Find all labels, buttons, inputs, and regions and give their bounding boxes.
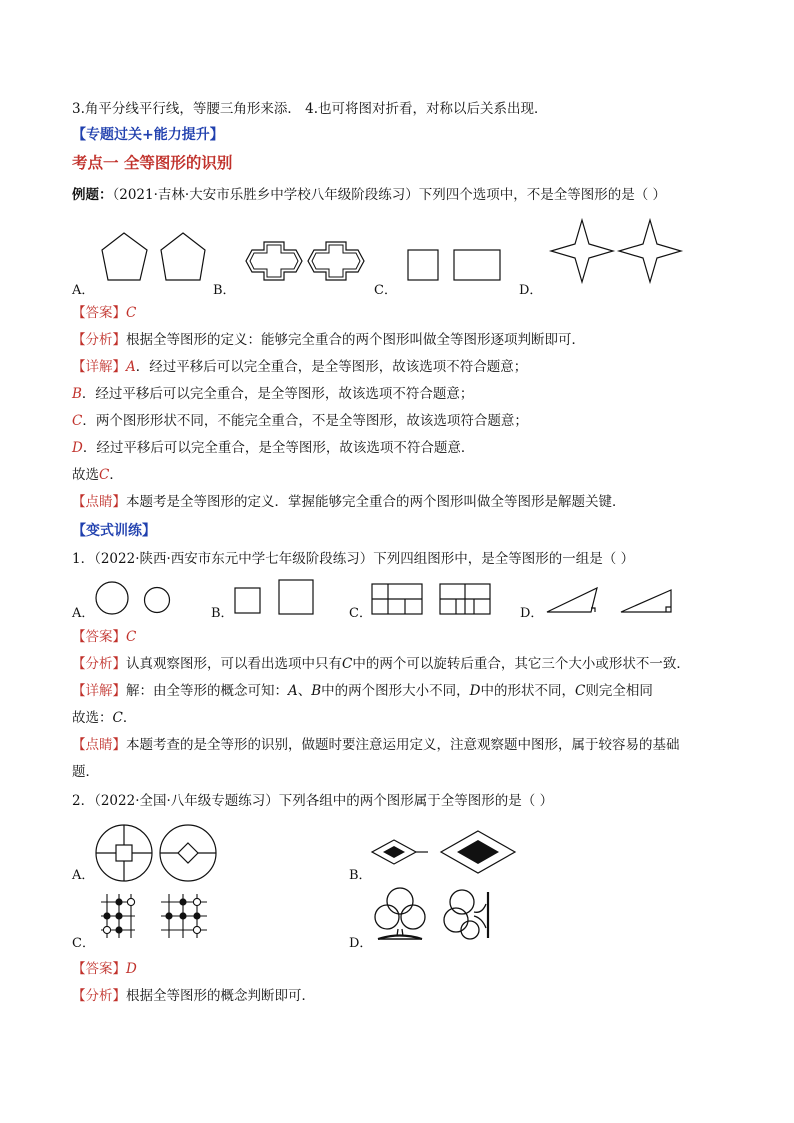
q1-option-b-figure [233, 578, 319, 616]
example-question-text: （2021·吉林·大安市乐胜乡中学校八年级阶段练习）下列四个选项中，不是全等图形的是（ ） [112, 187, 666, 203]
q1-choose-letter: C [112, 710, 123, 726]
example-detail-text-d: ．经过平移后可以完全重合，是全等图形，故该选项不符合题意． [82, 440, 475, 456]
topic-title: 考点一 全等图形的识别 [72, 154, 233, 172]
q2-answer-tag: 【答案】 [72, 961, 126, 977]
q1-analysis-tag: 【分析】 [72, 656, 126, 672]
q1-comment-line1: 本题考查的是全等形的识别，做题时要注意运用定义，注意观察题中图形，属于较容易的基础 [126, 737, 680, 753]
variant-header: 【变式训练】 [72, 523, 156, 539]
intro-line: 3.角平分线平行线，等腰三角形来添． 4.也可将图对折看，对称以后关系出现． [72, 101, 548, 117]
example-detail-line-c [72, 412, 754, 430]
q1-option-d-label: D． [520, 606, 544, 621]
example-detail-letter-d: D [72, 440, 83, 456]
q1-option-c-figure [370, 582, 494, 616]
example-choose-letter: C [99, 467, 110, 483]
q2-option-a-figure [93, 822, 223, 884]
q1-comment-tag: 【点睛】 [72, 737, 126, 753]
example-choose-line [72, 466, 754, 484]
example-detail-letter-a: A [126, 359, 136, 375]
example-detail-letter-b: B [72, 386, 82, 402]
q1-detail-mid: 中的两个图形大小不同， [321, 683, 470, 699]
q1-detail-c: C [575, 683, 586, 699]
example-analysis-text: 根据全等图形的定义：能够完全重合的两个图形叫做全等图形逐项判断即可． [126, 332, 585, 348]
q2-option-c-label: C． [72, 936, 95, 951]
example-answer-value: C [126, 305, 137, 321]
q1-option-d-figure [545, 586, 679, 616]
q1-option-a-label: A． [72, 606, 95, 621]
example-comment-line [72, 493, 754, 511]
q2-analysis-line [72, 987, 754, 1005]
example-detail-text-a: ．经过平移后可以完全重合，是全等图形，故该选项不符合题意； [135, 359, 528, 375]
example-comment-text: 本题考是全等图形的定义．掌握能够完全重合的两个图形叫做全等图形是解题关键． [126, 494, 626, 510]
q1-detail-tag: 【详解】 [72, 683, 126, 699]
q2-option-a-label: A． [72, 868, 95, 883]
example-analysis-tag: 【分析】 [72, 332, 126, 348]
q2-analysis-tag: 【分析】 [72, 988, 126, 1004]
q1-answer-line [72, 628, 754, 646]
q1-option-b-label: B． [211, 606, 234, 621]
example-option-c-figure [406, 248, 502, 282]
q1-analysis-line [72, 655, 754, 673]
q1-analysis-pre: 认真观察图形，可以看出选项中只有 [126, 656, 342, 672]
example-detail-text-b: ．经过平移后可以完全重合，是全等图形，故该选项不符合题意； [81, 386, 474, 402]
q2-option-b-figure [370, 828, 520, 874]
q1-choose-suffix: ． [122, 710, 137, 726]
q2-question: 2．（2022·全国·八年级专题练习）下列各组中的两个图形属于全等图形的是（ ） [72, 793, 554, 809]
example-option-b-label: B． [213, 283, 236, 298]
example-answer-line [72, 304, 754, 322]
q1-choose-line [72, 709, 754, 727]
example-detail-line-d [72, 439, 754, 457]
q1-answer-tag: 【答案】 [72, 629, 126, 645]
example-option-b-figure [246, 240, 366, 282]
q1-choose-prefix: 故选： [72, 710, 113, 726]
q1-comment-line [72, 736, 754, 754]
q1-detail-b: B [311, 683, 322, 699]
q1-answer-value: C [126, 629, 137, 645]
q1-detail-sep: 、 [297, 683, 312, 699]
q1-detail-pre: 解：由全等形的概念可知： [126, 683, 288, 699]
example-detail-line-a [72, 358, 754, 376]
q1-analysis-letter: C [342, 656, 353, 672]
example-choose-suffix: ． [109, 467, 123, 483]
q2-answer-line [72, 960, 754, 978]
example-option-d-label: D． [519, 283, 543, 298]
q1-detail-a: A [288, 683, 298, 699]
example-analysis-line [72, 331, 754, 349]
q2-option-c-figure [95, 890, 215, 942]
q2-answer-value: D [126, 961, 137, 977]
q1-question: 1．（2022·陕西·西安市东元中学七年级阶段练习）下列四组图形中，是全等图形的一组是（ ） [72, 551, 635, 567]
q1-detail-line [72, 682, 754, 700]
q1-option-c-label: C． [349, 606, 372, 621]
example-question [72, 186, 754, 204]
q1-detail-post: 则完全相同 [585, 683, 653, 699]
q1-option-a-figure [94, 580, 174, 616]
example-answer-tag: 【答案】 [72, 305, 126, 321]
q2-option-d-label: D． [349, 936, 373, 951]
q2-analysis-text: 根据全等图形的概念判断即可． [126, 988, 315, 1004]
example-label: 例题： [72, 187, 113, 203]
example-option-d-figure [550, 218, 684, 284]
section-header: 【专题过关+能力提升】 [72, 127, 224, 143]
example-option-c-label: C． [374, 283, 397, 298]
example-option-a-figure [100, 228, 210, 284]
q2-option-d-figure [370, 884, 500, 944]
q1-detail-d: D [469, 683, 481, 699]
example-detail-text-c: ．两个图形形状不同，不能完全重合，不是全等图形，故该选项符合题意； [82, 413, 528, 429]
example-detail-line-b [72, 385, 754, 403]
example-detail-tag: 【详解】 [72, 359, 126, 375]
example-detail-letter-c: C [72, 413, 83, 429]
q2-option-b-label: B． [349, 868, 372, 883]
q1-detail-mid2: 中的形状不同， [480, 683, 575, 699]
q1-analysis-post: 中的两个可以旋转后重合，其它三个大小或形状不一致． [352, 656, 690, 672]
example-choose-prefix: 故选 [72, 467, 99, 483]
example-option-a-label: A． [72, 283, 95, 298]
example-comment-tag: 【点睛】 [72, 494, 126, 510]
q1-comment-line2: 题． [72, 764, 99, 780]
